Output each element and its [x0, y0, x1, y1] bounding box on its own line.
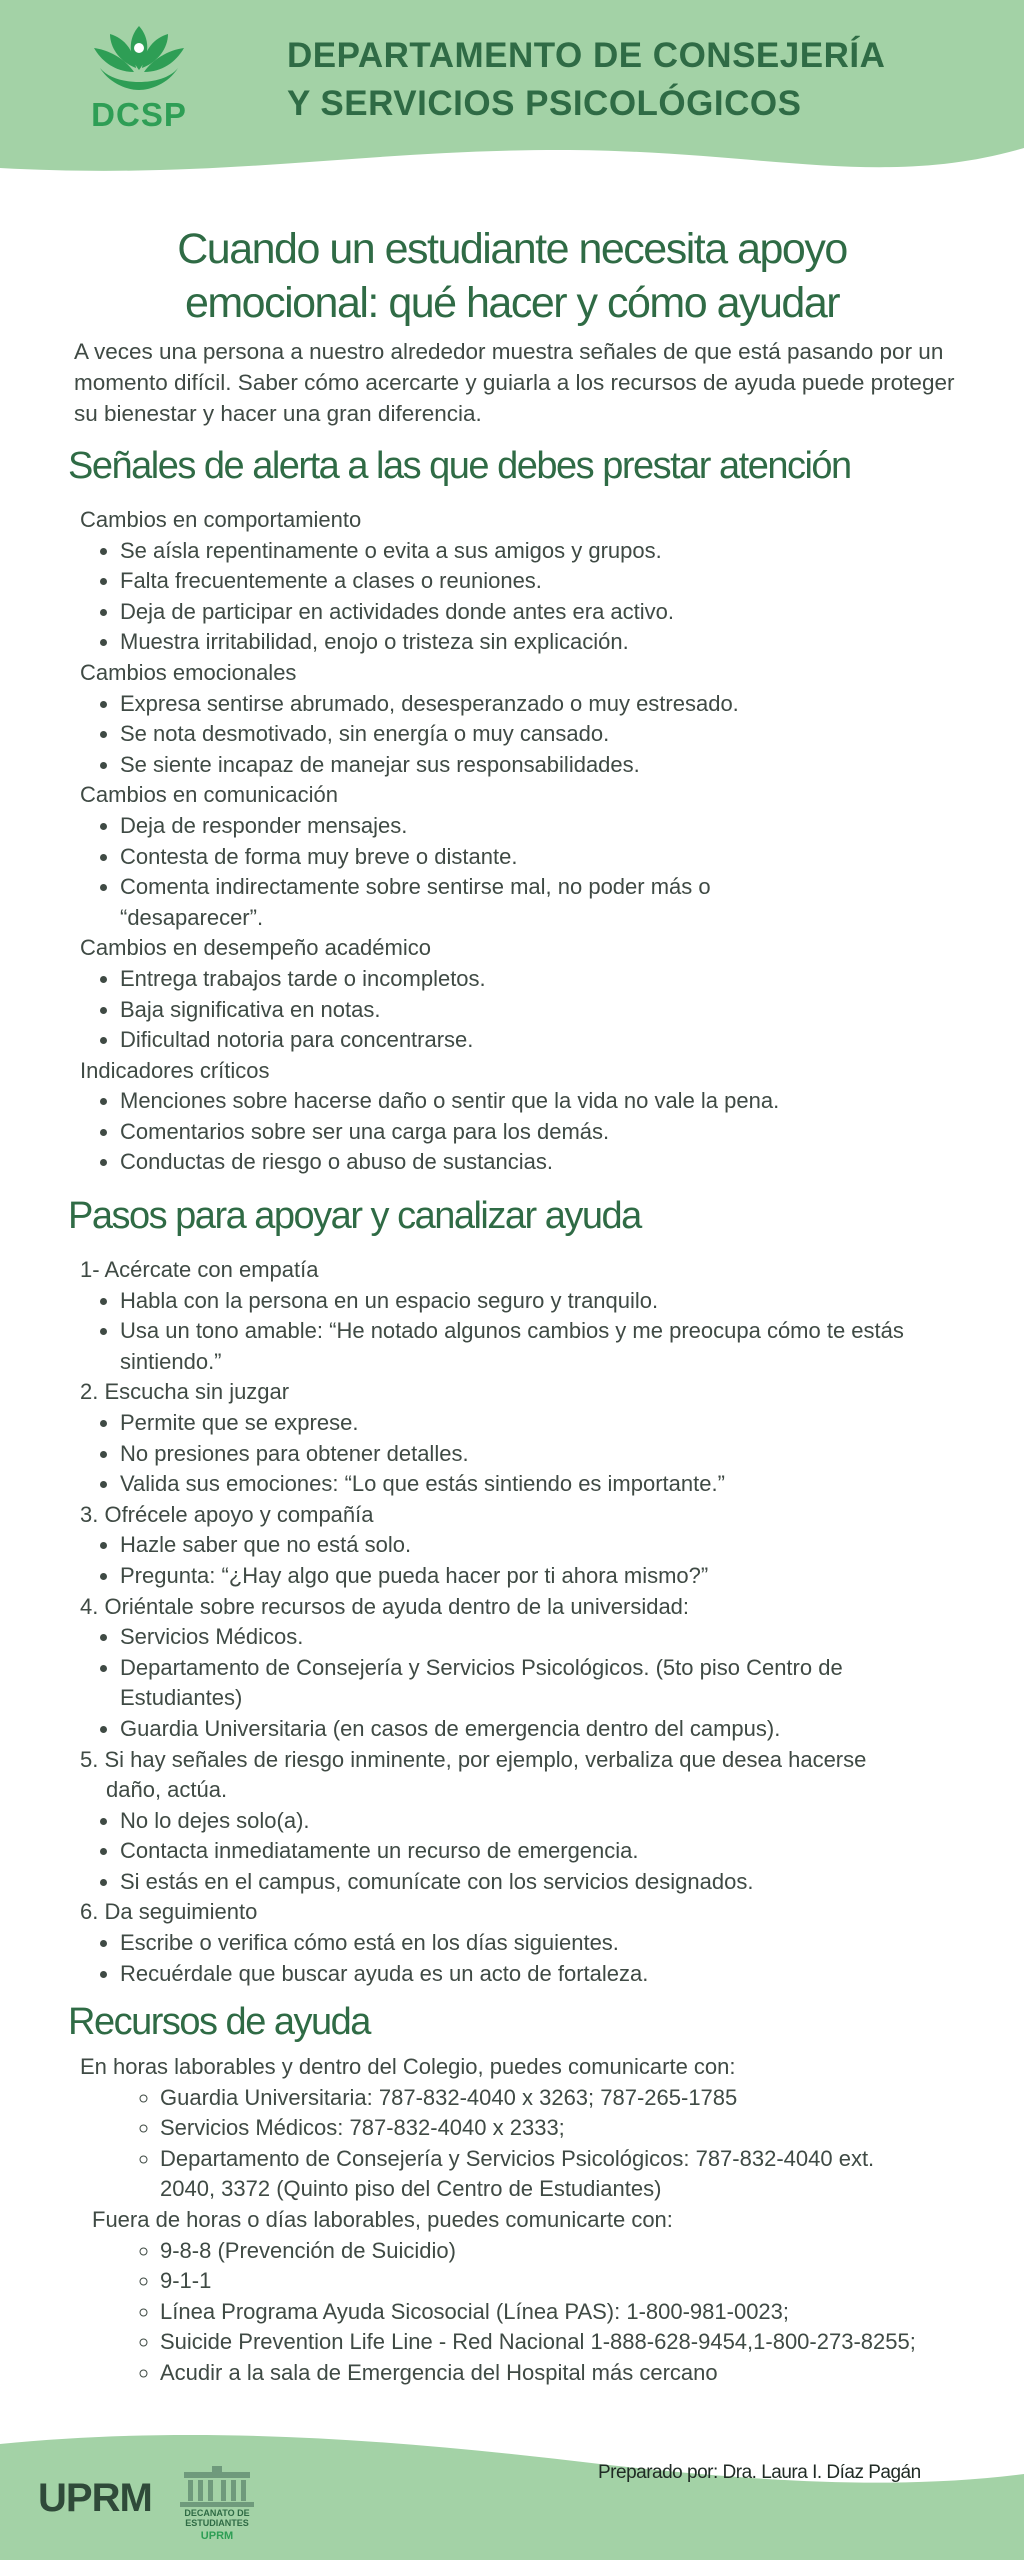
list-item: • Servicios Médicos.: [120, 1622, 980, 1653]
step-group: [80, 1745, 980, 1898]
list-item: • Menciones sobre hacerse daño o sentir que la vida no vale la pena.: [120, 1086, 980, 1117]
list-item: • Departamento de Consejería y Servicios Psicológicos. (5to piso Centro de Estudiantes): [120, 1653, 920, 1714]
page-title: [0, 222, 1024, 330]
list-item: • Falta frecuentemente a clases o reuniones.: [120, 566, 980, 597]
dcsp-logo: [80, 18, 198, 138]
list-item: • Valida sus emociones: “Lo que estás sintiendo es importante.”: [120, 1469, 980, 1500]
list-item: • Hazle saber que no está solo.: [120, 1530, 980, 1561]
decanato-logo: [172, 2466, 262, 2546]
list-item: • Si estás en el campus, comunícate con los servicios designados.: [120, 1867, 980, 1898]
list-item: • Contesta de forma muy breve o distante.: [120, 842, 980, 873]
list-item: • No lo dejes solo(a).: [120, 1806, 980, 1837]
page-title-line2: emocional: qué hacer y cómo ayudar: [184, 279, 840, 327]
signal-group: [80, 933, 980, 1055]
list-item: ◦ Suicide Prevention Life Line - Red Nacional 1-888-628-9454,1-800-273-8255;: [160, 2327, 920, 2358]
signal-group: [80, 1056, 980, 1178]
signal-group-label: Cambios en comportamiento: [80, 507, 362, 532]
steps-heading: Pasos para apoyar y canalizar ayuda: [68, 1195, 641, 1237]
list-item: ◦ Guardia Universitaria: 787-832-4040 x 3263; 787-265-1785: [160, 2083, 980, 2114]
resources-heading: Recursos de ayuda: [68, 2001, 370, 2043]
list-item: • Dificultad notoria para concentrarse.: [120, 1025, 980, 1056]
list-item: • Comenta indirectamente sobre sentirse mal, no poder más o “desaparecer”.: [120, 872, 840, 933]
list-item: ◦ Departamento de Consejería y Servicios Psicológicos: 787-832-4040 ext. 2040, 3372 (Quinto piso del Centro de Estudiantes): [160, 2144, 880, 2205]
signal-group-label: Cambios emocionales: [80, 659, 297, 685]
step-label: 6. Da seguimiento: [80, 1899, 258, 1925]
signal-group-label: Indicadores críticos: [80, 1057, 270, 1083]
decanato-sub: UPRM: [200, 2530, 234, 2542]
signal-group: [80, 780, 980, 933]
logo-text: DCSP: [91, 96, 187, 133]
building-icon: [172, 2466, 262, 2508]
list-item: • Se siente incapaz de manejar sus responsabilidades.: [120, 750, 980, 781]
list-item: • Baja significativa en notas.: [120, 995, 980, 1026]
page-title-line1: Cuando un estudiante necesita apoyo: [177, 225, 847, 273]
list-item: ◦ Línea Programa Ayuda Sicosocial (Línea PAS): 1-800-981-0023;: [160, 2297, 980, 2328]
signals-list: [80, 505, 980, 1178]
list-item: ◦ Acudir a la sala de Emergencia del Hospital más cercano: [160, 2358, 980, 2389]
step-label: 3. Ofrécele apoyo y compañía: [80, 1501, 374, 1527]
department-title-line1: DEPARTAMENTO DE CONSEJERÍA: [287, 36, 886, 75]
list-item: • Habla con la persona en un espacio seguro y tranquilo.: [120, 1286, 980, 1317]
list-item: • Contacta inmediatamente un recurso de emergencia.: [120, 1836, 980, 1867]
list-item: • Recuérdale que buscar ayuda es un acto de fortaleza.: [120, 1959, 980, 1990]
step-label: 1- Acércate con empatía: [80, 1257, 319, 1282]
step-group: [80, 1592, 980, 1745]
footer-wave-shape: [0, 2430, 1024, 2560]
list-item: • Comentarios sobre ser una carga para los demás.: [120, 1117, 980, 1148]
list-item: • Conductas de riesgo o abuso de sustancias.: [120, 1147, 980, 1178]
signal-group-label: Cambios en desempeño académico: [80, 935, 431, 961]
signal-group-label: Cambios en comunicación: [80, 782, 339, 808]
list-item: • Entrega trabajos tarde o incompletos.: [120, 964, 980, 995]
decanato-label: [172, 2508, 262, 2528]
decanato-line1: DECANATO DE: [184, 2508, 250, 2518]
resources-list: [80, 2052, 980, 2389]
list-item: • Deja de participar en actividades donde antes era activo.: [120, 597, 980, 628]
list-item: • Permite que se exprese.: [120, 1408, 980, 1439]
step-group: [80, 1897, 980, 1989]
list-item: ◦ 9-8-8 (Prevención de Suicidio): [160, 2236, 980, 2267]
prepared-by: Preparado por: Dra. Laura I. Díaz Pagán: [598, 2462, 921, 2483]
list-item: • Pregunta: “¿Hay algo que pueda hacer por ti ahora mismo?”: [120, 1561, 980, 1592]
list-item: • Muestra irritabilidad, enojo o tristeza sin explicación.: [120, 627, 980, 658]
list-item: • Escribe o verifica cómo está en los días siguientes.: [120, 1928, 980, 1959]
department-title-line2: Y SERVICIOS PSICOLÓGICOS: [287, 84, 802, 123]
in-hours-label: En horas laborables y dentro del Colegio, puedes comunicarte con:: [80, 2054, 736, 2079]
step-label: 5. Si hay señales de riesgo inminente, por ejemplo, verbaliza que desea hacerse daño, actúa.: [80, 1746, 867, 1803]
list-item: • No presiones para obtener detalles.: [120, 1439, 980, 1470]
list-item: • Usa un tono amable: “He notado algunos cambios y me preocupa cómo te estás sintiendo.”: [120, 1316, 920, 1377]
signal-group: [80, 658, 980, 780]
step-label: 2. Escucha sin juzgar: [80, 1379, 290, 1405]
list-item: • Deja de responder mensajes.: [120, 811, 980, 842]
step-group: [80, 1255, 980, 1377]
list-item: • Expresa sentirse abrumado, desesperanzado o muy estresado.: [120, 689, 980, 720]
signals-heading: Señales de alerta a las que debes prestar atención: [68, 445, 851, 487]
leaf-hands-icon: [80, 18, 198, 98]
list-item: • Se nota desmotivado, sin energía o muy cansado.: [120, 719, 980, 750]
step-group: [80, 1500, 980, 1592]
step-label: 4. Oriéntale sobre recursos de ayuda dentro de la universidad:: [80, 1593, 690, 1619]
list-item: • Se aísla repentinamente o evita a sus amigos y grupos.: [120, 536, 980, 567]
list-item: ◦ 9-1-1: [160, 2266, 980, 2297]
after-hours-label: Fuera de horas o días laborables, puedes comunicarte con:: [92, 2206, 673, 2232]
intro-paragraph: A veces una persona a nuestro alrededor muestra señales de que está pasando por un momento difícil. Saber cómo acercarte y guiarla a los recursos de ayuda puede proteger su bienestar y hacer una gran diferencia.: [74, 339, 955, 426]
list-item: • Guardia Universitaria (en casos de emergencia dentro del campus).: [120, 1714, 980, 1745]
footer-banner: [0, 2430, 1024, 2560]
header-banner: [0, 0, 1024, 180]
decanato-line2: ESTUDIANTES: [185, 2518, 249, 2528]
list-item: ◦ Servicios Médicos: 787-832-4040 x 2333;: [160, 2113, 980, 2144]
signal-group: [80, 505, 980, 658]
uprm-logo: UPRM: [38, 2476, 152, 2520]
steps-list: [80, 1255, 980, 1989]
department-title: [287, 32, 885, 128]
step-group: [80, 1377, 980, 1499]
